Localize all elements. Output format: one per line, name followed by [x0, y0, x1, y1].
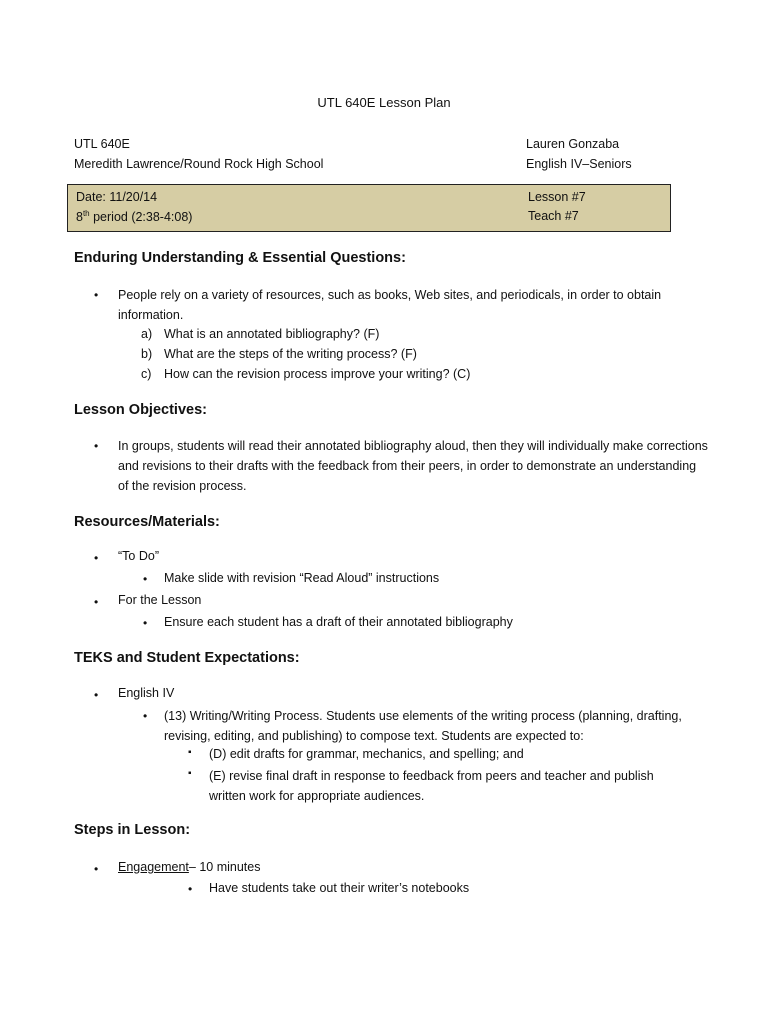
teks-expectation-d: (D) edit drafts for grammar, mechanics, and spelling; and [209, 747, 524, 761]
bullet-dot: • [143, 572, 148, 586]
teks-heading: TEKS and Student Expectations: [74, 650, 300, 666]
bullet-dot: • [94, 862, 99, 876]
bullet-dot: • [143, 709, 148, 723]
bullet-dot: • [94, 439, 99, 453]
question-marker: a) [141, 327, 153, 341]
engagement-label: Engagement [118, 860, 189, 874]
lesson-period: 8th period (2:38-4:08) [76, 209, 193, 225]
bullet-dot: • [94, 688, 99, 702]
resources-todo: “To Do” [118, 549, 159, 563]
engagement-item: Have students take out their writer’s notebooks [209, 881, 470, 895]
bullet-dot: • [94, 551, 99, 565]
bullet-dot: • [188, 882, 193, 896]
mentor-school: Meredith Lawrence/Round Rock High School [74, 157, 324, 171]
bullet-square: ▪ [188, 768, 192, 779]
lesson-info-box [67, 184, 671, 232]
question-item: What are the steps of the writing process? (F) [164, 347, 417, 361]
bullet-dot: • [94, 288, 99, 302]
enduring-heading: Enduring Understanding & Essential Questions: [74, 250, 406, 266]
resources-lesson: For the Lesson [118, 593, 202, 607]
lesson-number: Lesson #7 [528, 190, 586, 204]
course-code: UTL 640E [74, 137, 130, 151]
lesson-date: Date: 11/20/14 [76, 190, 158, 204]
question-marker: b) [141, 347, 153, 361]
resources-heading: Resources/Materials: [74, 514, 220, 530]
author-name: Lauren Gonzaba [526, 137, 620, 151]
teks-course: English IV [118, 686, 175, 700]
engagement-time: – 10 minutes [188, 860, 261, 874]
engagement-step [118, 860, 260, 874]
bullet-dot: • [94, 595, 99, 609]
enduring-text: People rely on a variety of resources, such as books, Web sites, and periodicals, in order to obtain information. [118, 288, 662, 322]
page-title: UTL 640E Lesson Plan [317, 95, 451, 110]
class-name: English IV–Seniors [526, 157, 632, 171]
teach-number: Teach #7 [528, 209, 579, 223]
steps-heading: Steps in Lesson: [74, 822, 191, 838]
teks-expectation-e: (E) revise final draft in response to feedback from peers and teacher and publish written work for appropriate audiences. [209, 769, 654, 803]
bullet-dot: • [143, 616, 148, 630]
objectives-text: In groups, students will read their annotated bibliography aloud, then they will individually make corrections and revisions to their drafts with the feedback from their peers, in order to demonstrate an understanding of the revision process. [118, 439, 708, 493]
question-item: How can the revision process improve your writing? (C) [164, 367, 471, 381]
teks-standard: (13) Writing/Writing Process. Students use elements of the writing process (planning, drafting, revising, editing, and publishing) to compose text. Students are expected to: [164, 709, 682, 743]
question-item: What is an annotated bibliography? (F) [164, 327, 380, 341]
resources-lesson-item: Ensure each student has a draft of their annotated bibliography [164, 615, 513, 629]
question-marker: c) [141, 367, 152, 381]
objectives-heading: Lesson Objectives: [74, 402, 207, 418]
bullet-square: ▪ [188, 747, 192, 758]
resources-todo-item: Make slide with revision “Read Aloud” instructions [164, 571, 440, 585]
